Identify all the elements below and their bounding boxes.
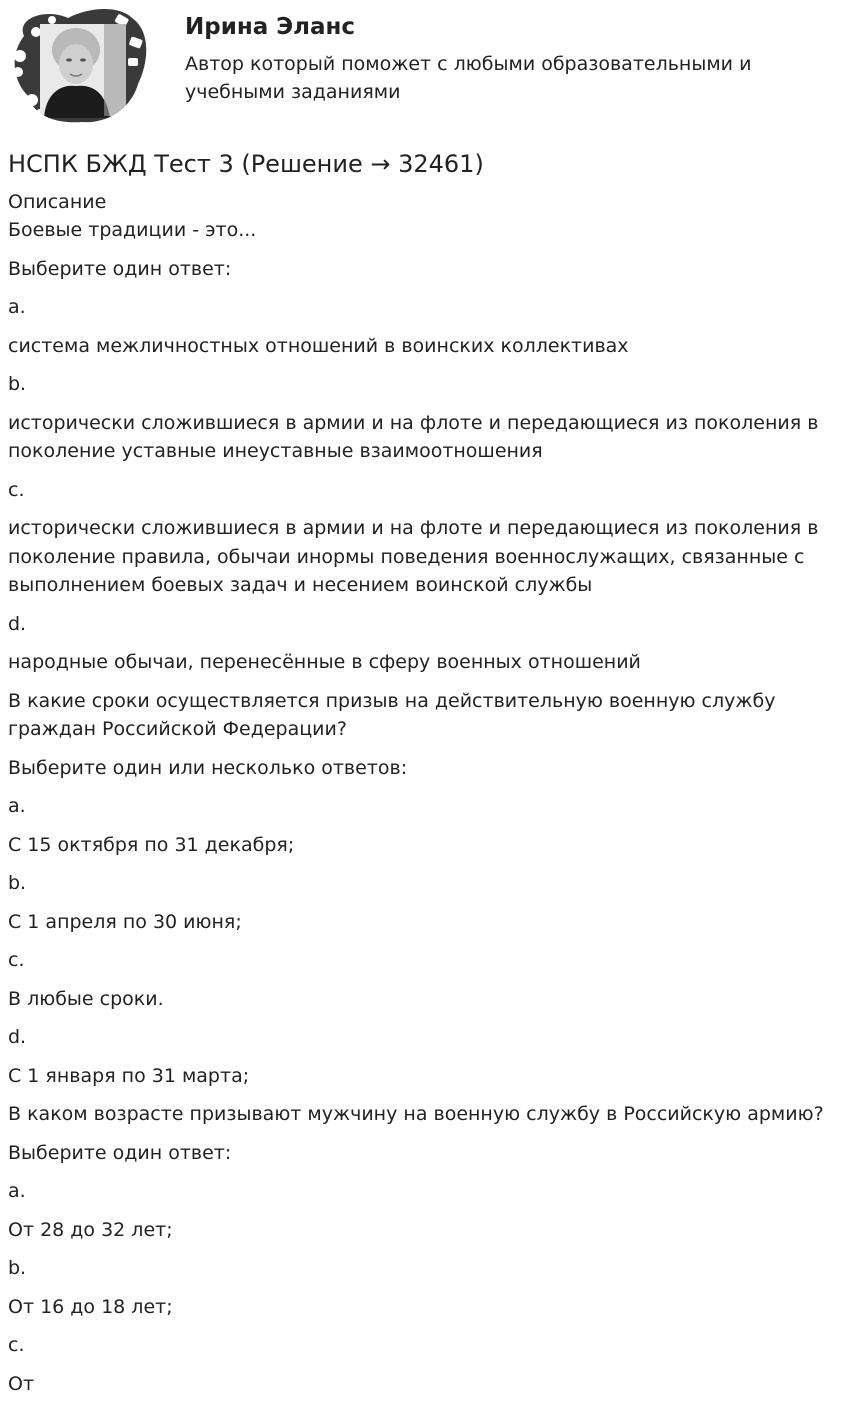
document-line: Боевые традиции - это... (8, 219, 257, 241)
option-letter: b. (8, 373, 27, 395)
option-letter: a. (8, 1180, 26, 1202)
option-letter: d. (8, 612, 27, 635)
option-text: От 28 до 32 лет; (8, 1218, 173, 1241)
question-text: В каком возрасте призывают мужчину на военную службу в Российскую армию? (8, 1103, 824, 1125)
document-content (8, 148, 838, 1408)
description-label: Описание (8, 191, 107, 213)
option-text: С 1 января по 31 марта; (8, 1064, 250, 1087)
author-name[interactable]: Ирина Эланс (185, 14, 356, 40)
option-letter: a. (8, 296, 26, 318)
option-text: исторически сложившиеся в армии и на флоте и передающиеся из поколения в поколение правила, обычаи инормы поведения военнослужащих, связанные с выполнением боевых задач и несением воинской службы (8, 517, 819, 596)
author-header (0, 0, 847, 135)
option-letter: a. (8, 795, 26, 817)
option-letter: c. (8, 1334, 25, 1356)
page-title: НСПК БЖД Тест 3 (Решение → 32461) (8, 150, 484, 178)
author-description: Автор который поможет с любыми образовательными и учебными заданиями (185, 53, 752, 103)
option-letter: b. (8, 872, 27, 894)
option-text: С 1 апреля по 30 июня; (8, 910, 242, 933)
author-photo-icon (6, 6, 152, 128)
option-text: С 15 октября по 31 декабря; (8, 833, 295, 856)
answer-instruction: Выберите один или несколько ответов: (8, 756, 408, 779)
option-letter: c. (8, 949, 25, 971)
question-text: В какие сроки осуществляется призыв на действительную военную службу граждан Российской Федерации? (8, 689, 776, 740)
document-line: Выберите один ответ: (8, 257, 232, 280)
option-text: система межличностных отношений в воинских коллективах (8, 334, 629, 357)
option-text: исторически сложившиеся в армии и на флоте и передающиеся из поколения в поколение уставные инеуставные взаимоотношения (8, 411, 819, 462)
option-letter: d. (8, 1026, 27, 1048)
option-letter: c. (8, 478, 25, 501)
option-text: В любые сроки. (8, 987, 164, 1010)
option-letter: b. (8, 1257, 27, 1279)
option-text: От 16 до 18 лет; (8, 1295, 173, 1318)
option-text: От (8, 1372, 35, 1395)
answer-instruction: Выберите один ответ: (8, 1141, 232, 1164)
avatar[interactable] (6, 6, 152, 128)
option-text: народные обычаи, перенесённые в сферу военных отношений (8, 651, 641, 673)
document-body (8, 216, 838, 1398)
